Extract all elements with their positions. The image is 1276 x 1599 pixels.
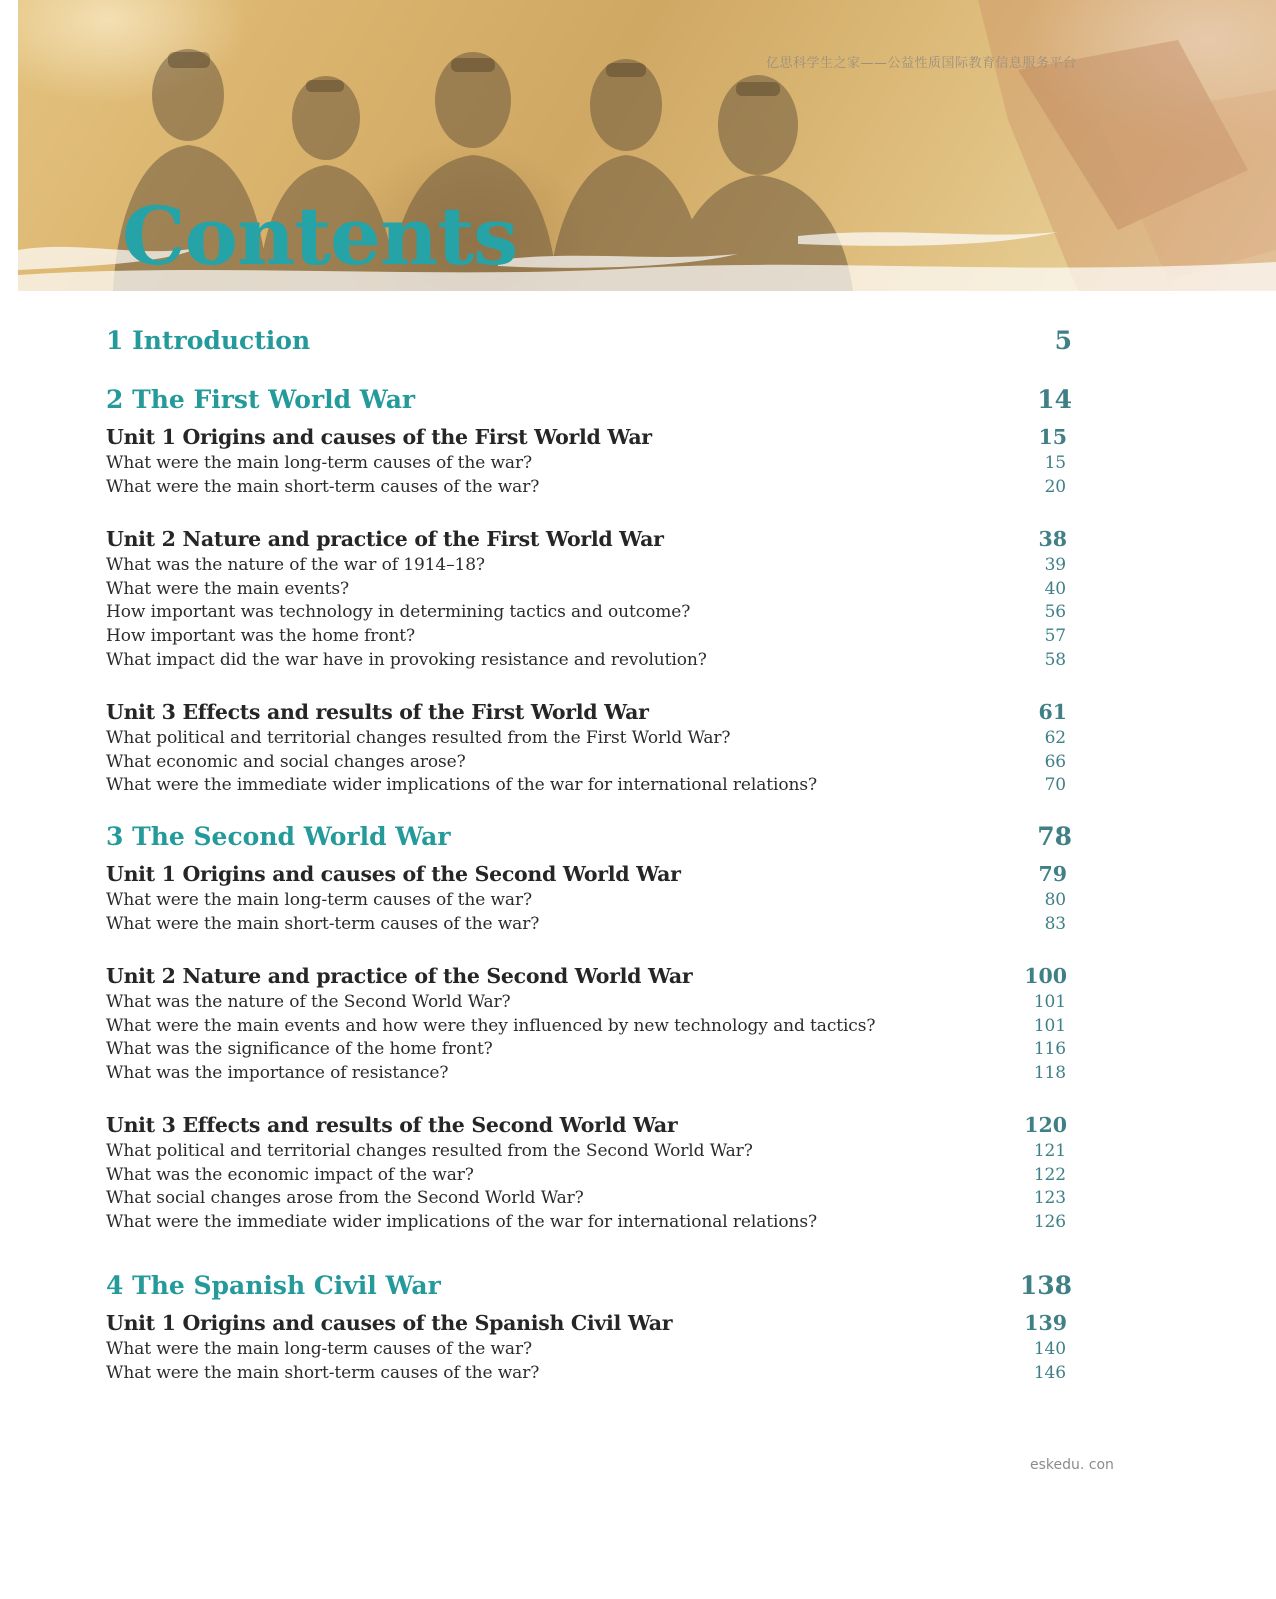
toc-question[interactable] bbox=[106, 752, 1072, 772]
toc-title: What were the main short-term causes of the war? bbox=[106, 914, 540, 934]
toc-question[interactable] bbox=[106, 453, 1072, 473]
toc-page-number: 20 bbox=[1044, 477, 1066, 497]
toc-title: How important was technology in determining tactics and outcome? bbox=[106, 602, 691, 622]
toc-chapter[interactable] bbox=[106, 385, 1072, 414]
toc-title: What were the main short-term causes of the war? bbox=[106, 1363, 540, 1383]
toc-title: What were the main events and how were they influenced by new technology and tactics? bbox=[106, 1016, 876, 1036]
toc-title: 4 The Spanish Civil War bbox=[106, 1271, 441, 1300]
toc-title: What were the main long-term causes of the war? bbox=[106, 890, 532, 910]
toc-title: What was the significance of the home front? bbox=[106, 1039, 493, 1059]
toc-page-number: 121 bbox=[1033, 1141, 1066, 1161]
toc-page-number: 56 bbox=[1044, 602, 1066, 622]
toc-page-number: 5 bbox=[1054, 326, 1072, 355]
toc-page-number: 126 bbox=[1033, 1212, 1066, 1232]
toc-question[interactable] bbox=[106, 579, 1072, 599]
toc-chapter[interactable] bbox=[106, 822, 1072, 851]
toc-title: Unit 1 Origins and causes of the Second World War bbox=[106, 862, 681, 886]
toc-unit[interactable] bbox=[106, 862, 1072, 886]
toc-page-number: 80 bbox=[1044, 890, 1066, 910]
toc-page-number: 120 bbox=[1024, 1113, 1067, 1137]
toc-unit[interactable] bbox=[106, 425, 1072, 449]
toc-question[interactable] bbox=[106, 555, 1072, 575]
toc-question[interactable] bbox=[106, 1212, 1072, 1232]
toc-question[interactable] bbox=[106, 1141, 1072, 1161]
toc-title: Unit 3 Effects and results of the Second World War bbox=[106, 1113, 678, 1137]
toc-question[interactable] bbox=[106, 650, 1072, 670]
toc-page-number: 15 bbox=[1038, 425, 1067, 449]
toc-title: What impact did the war have in provoking resistance and revolution? bbox=[106, 650, 707, 670]
toc-page-number: 140 bbox=[1033, 1339, 1066, 1359]
toc-title: What was the nature of the Second World War? bbox=[106, 992, 511, 1012]
toc-unit[interactable] bbox=[106, 964, 1072, 988]
toc-title: What was the importance of resistance? bbox=[106, 1063, 449, 1083]
toc-page-number: 14 bbox=[1037, 385, 1072, 414]
toc-question[interactable] bbox=[106, 914, 1072, 934]
toc-page-number: 83 bbox=[1044, 914, 1066, 934]
toc-page-number: 101 bbox=[1033, 1016, 1066, 1036]
toc-title: What were the main long-term causes of the war? bbox=[106, 453, 532, 473]
toc-title: What were the immediate wider implications of the war for international relations? bbox=[106, 775, 817, 795]
toc-question[interactable] bbox=[106, 1165, 1072, 1185]
toc-page-number: 116 bbox=[1033, 1039, 1066, 1059]
toc-title: What was the economic impact of the war? bbox=[106, 1165, 474, 1185]
header-banner bbox=[18, 0, 1276, 291]
toc-question[interactable] bbox=[106, 992, 1072, 1012]
toc-question[interactable] bbox=[106, 1339, 1072, 1359]
toc-question[interactable] bbox=[106, 477, 1072, 497]
toc-page-number: 70 bbox=[1044, 775, 1066, 795]
toc-title: 3 The Second World War bbox=[106, 822, 451, 851]
page-title: Contents bbox=[122, 189, 518, 283]
toc-page-number: 58 bbox=[1044, 650, 1066, 670]
toc-page-number: 79 bbox=[1038, 862, 1067, 886]
toc-page-number: 100 bbox=[1024, 964, 1067, 988]
toc-page-number: 78 bbox=[1037, 822, 1072, 851]
toc-question[interactable] bbox=[106, 1363, 1072, 1383]
toc-title: Unit 2 Nature and practice of the Second World War bbox=[106, 964, 693, 988]
toc-page-number: 123 bbox=[1033, 1188, 1066, 1208]
toc-title: What were the main short-term causes of the war? bbox=[106, 477, 540, 497]
toc-unit[interactable] bbox=[106, 1113, 1072, 1137]
toc-page-number: 146 bbox=[1033, 1363, 1066, 1383]
toc-page-number: 39 bbox=[1044, 555, 1066, 575]
toc-page-number: 62 bbox=[1044, 728, 1066, 748]
toc-title: What political and territorial changes resulted from the First World War? bbox=[106, 728, 731, 748]
footer-watermark: eskedu. con bbox=[1030, 1457, 1114, 1473]
toc-unit[interactable] bbox=[106, 1311, 1072, 1335]
toc-page-number: 66 bbox=[1044, 752, 1066, 772]
toc-title: Unit 2 Nature and practice of the First World War bbox=[106, 527, 664, 551]
toc-question[interactable] bbox=[106, 626, 1072, 646]
toc-question[interactable] bbox=[106, 890, 1072, 910]
toc-question[interactable] bbox=[106, 602, 1072, 622]
toc-page-number: 118 bbox=[1033, 1063, 1066, 1083]
toc-title: What were the immediate wider implications of the war for international relations? bbox=[106, 1212, 817, 1232]
toc-chapter[interactable] bbox=[106, 326, 1072, 355]
toc-title: What were the main long-term causes of the war? bbox=[106, 1339, 532, 1359]
toc-title: Unit 1 Origins and causes of the Spanish Civil War bbox=[106, 1311, 673, 1335]
toc-title: 2 The First World War bbox=[106, 385, 416, 414]
toc-page-number: 15 bbox=[1044, 453, 1066, 473]
toc-title: Unit 3 Effects and results of the First World War bbox=[106, 700, 649, 724]
watermark-text: 亿思科学生之家——公益性质国际教育信息服务平台 bbox=[766, 56, 1077, 71]
toc-chapter[interactable] bbox=[106, 1271, 1072, 1300]
toc-page-number: 38 bbox=[1038, 527, 1067, 551]
toc-title: Unit 1 Origins and causes of the First World War bbox=[106, 425, 652, 449]
toc-title: What political and territorial changes resulted from the Second World War? bbox=[106, 1141, 753, 1161]
toc-page-number: 57 bbox=[1044, 626, 1066, 646]
toc-page-number: 122 bbox=[1033, 1165, 1066, 1185]
toc-question[interactable] bbox=[106, 728, 1072, 748]
toc-question[interactable] bbox=[106, 1039, 1072, 1059]
toc-page-number: 40 bbox=[1044, 579, 1066, 599]
toc-question[interactable] bbox=[106, 1188, 1072, 1208]
toc-question[interactable] bbox=[106, 1016, 1072, 1036]
toc-page-number: 61 bbox=[1038, 700, 1067, 724]
toc-title: What social changes arose from the Second World War? bbox=[106, 1188, 584, 1208]
toc-unit[interactable] bbox=[106, 700, 1072, 724]
toc-unit[interactable] bbox=[106, 527, 1072, 551]
toc-title: What economic and social changes arose? bbox=[106, 752, 466, 772]
toc-title: What were the main events? bbox=[106, 579, 350, 599]
toc-question[interactable] bbox=[106, 775, 1072, 795]
toc-page-number: 138 bbox=[1019, 1271, 1072, 1300]
toc-page-number: 139 bbox=[1024, 1311, 1067, 1335]
toc-title: What was the nature of the war of 1914–18? bbox=[106, 555, 485, 575]
toc-page-number: 101 bbox=[1033, 992, 1066, 1012]
toc-title: 1 Introduction bbox=[106, 326, 311, 355]
toc-question[interactable] bbox=[106, 1063, 1072, 1083]
toc-title: How important was the home front? bbox=[106, 626, 416, 646]
